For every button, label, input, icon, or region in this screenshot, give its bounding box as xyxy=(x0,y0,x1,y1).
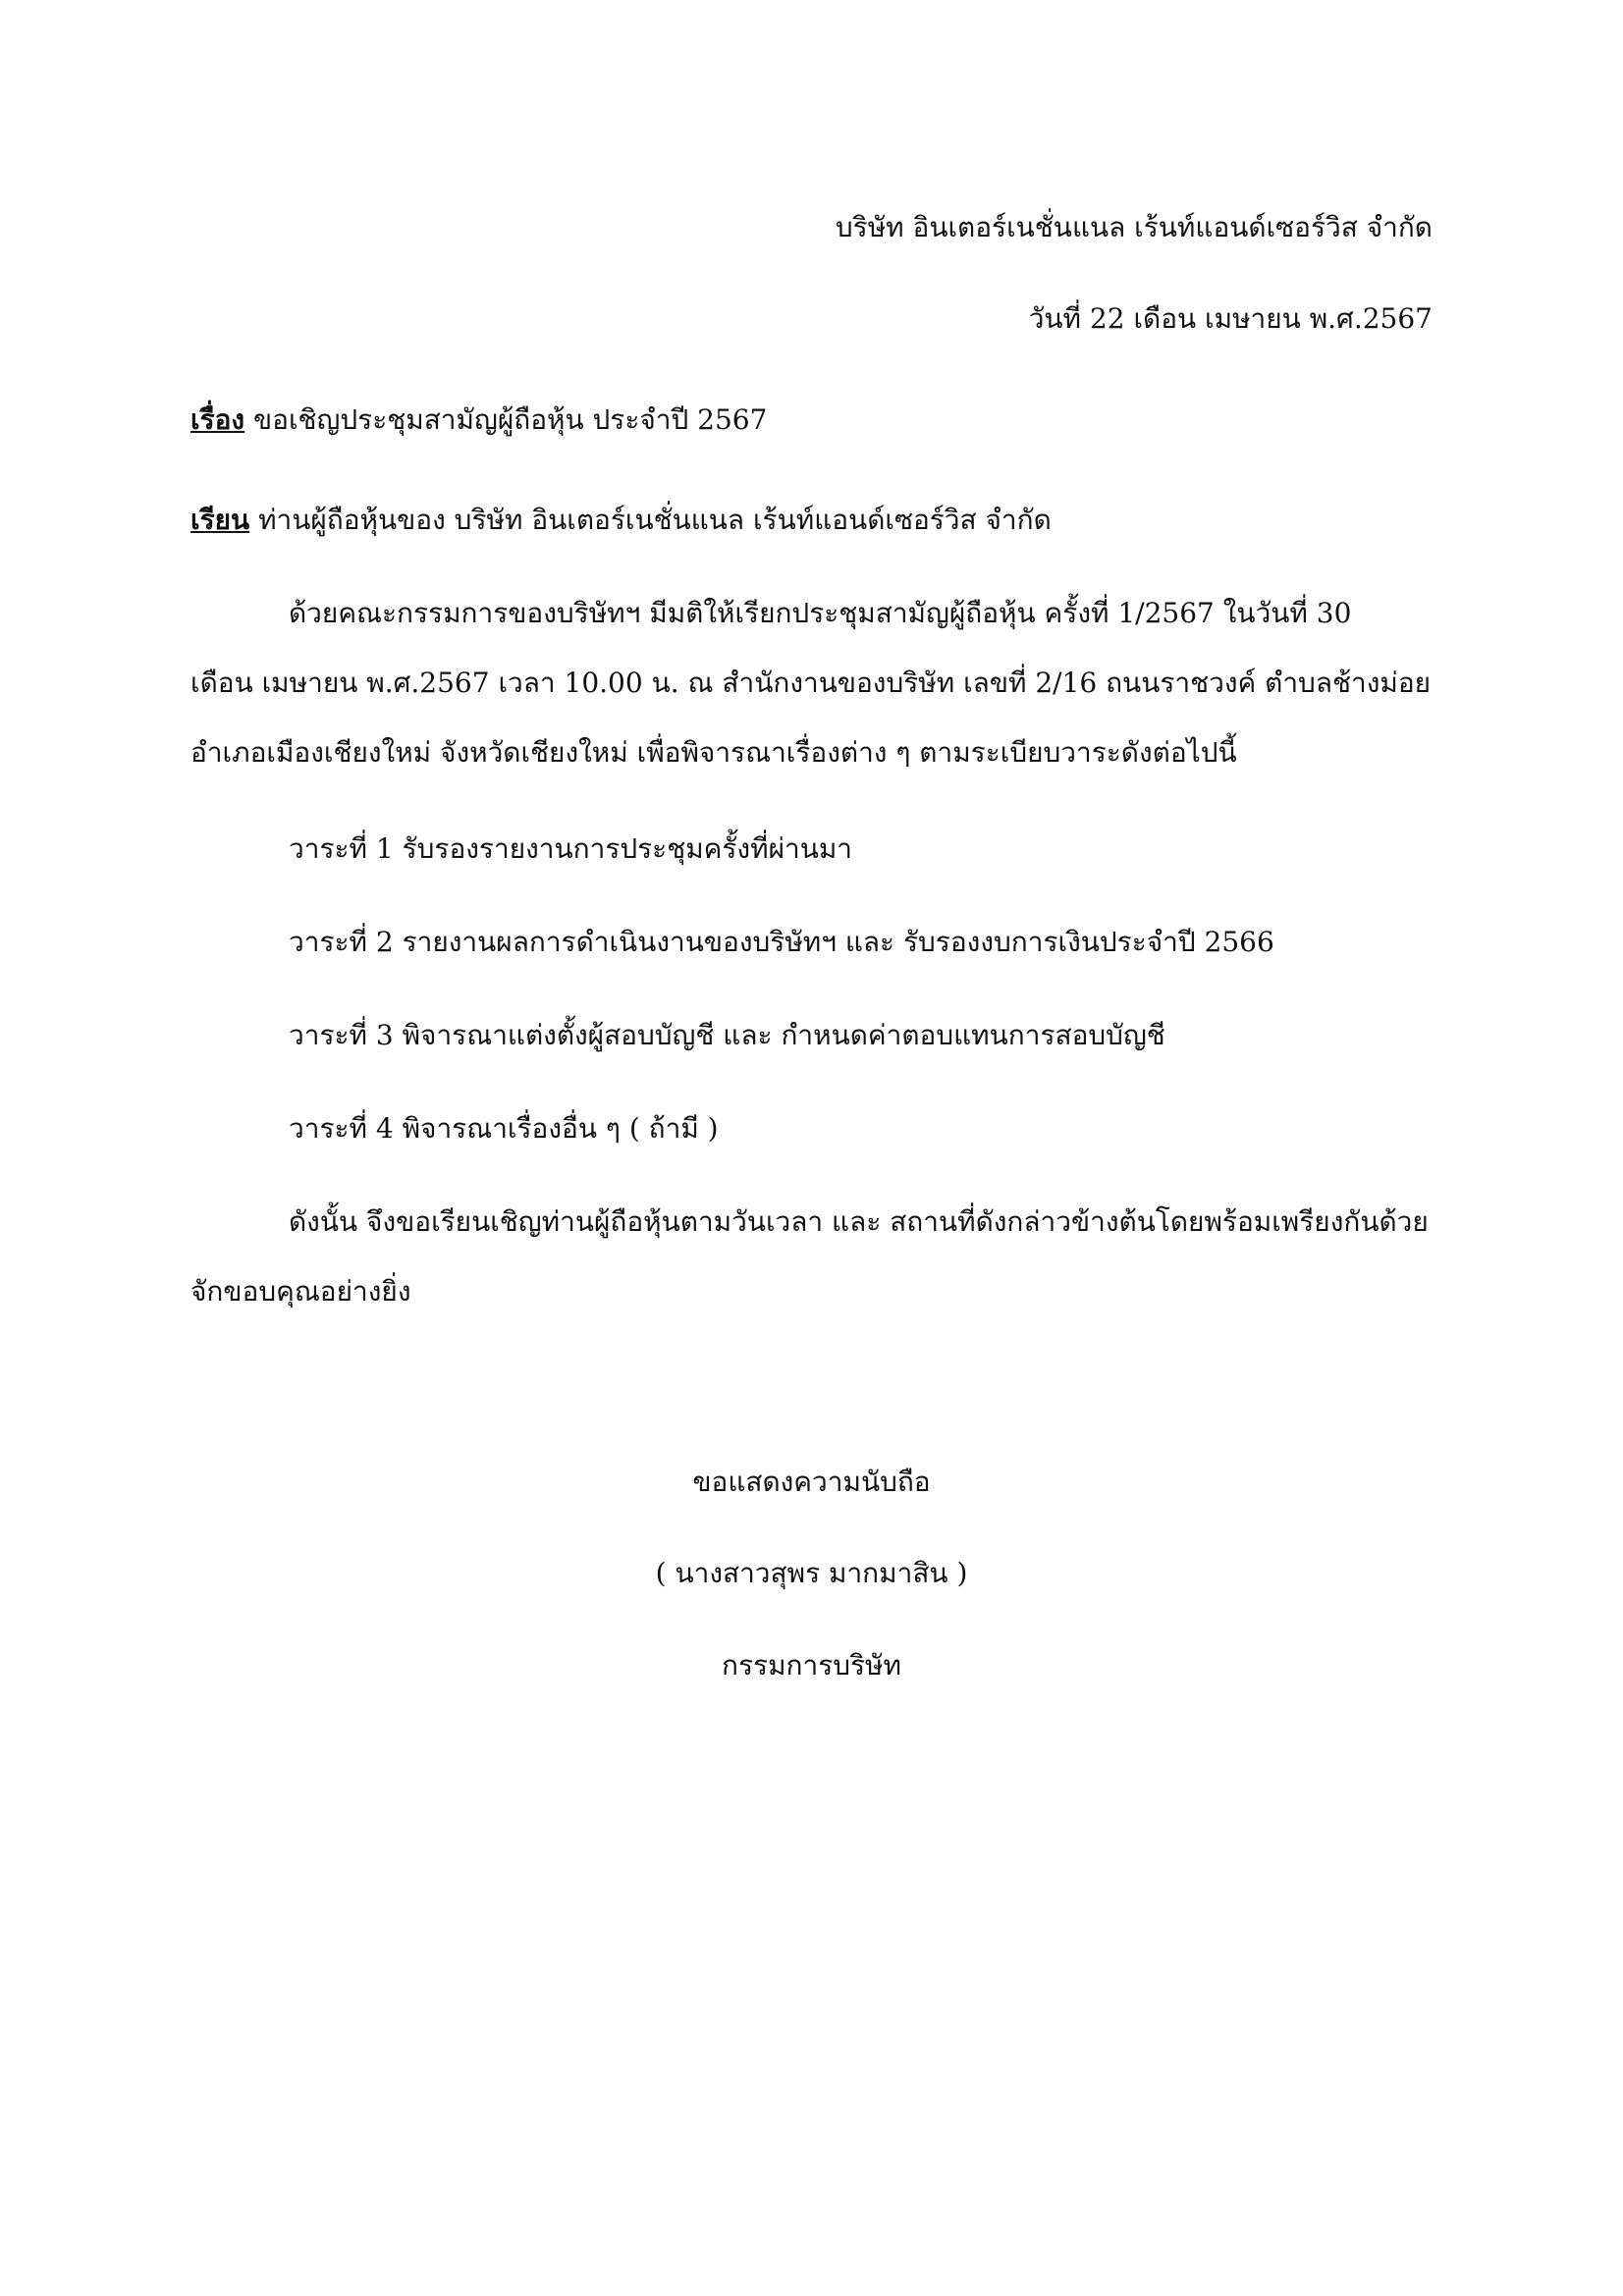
letter-date: วันที่ 22 เดือน เมษายน พ.ศ.2567 xyxy=(1028,302,1433,335)
recipient-label: เรียน xyxy=(190,504,250,536)
subject-text: ขอเชิญประชุมสามัญผู้ถือหุ้น ประจำปี 2567 xyxy=(253,403,768,436)
signature-title: กรรมการบริษัท xyxy=(722,1649,901,1682)
subject-line xyxy=(190,400,767,440)
paragraph-line-3: อำเภอเมืองเชียงใหม่ จังหวัดเชียงใหม่ เพื่อพิจารณาเรื่องต่าง ๆ ตามระเบียบวาระดังต่อไปนี้ xyxy=(190,736,1237,769)
paragraph-line-1: ด้วยคณะกรรมการของบริษัทฯ มีมติให้เรียกประชุมสามัญผู้ถือหุ้น ครั้งที่ 1/2567 ในวันที่ 30 xyxy=(289,597,1352,629)
subject-label: เรื่อง xyxy=(190,403,245,436)
agenda-item-1: วาระที่ 1 รับรองรายงานการประชุมครั้งที่ผ่านมา xyxy=(289,832,853,865)
closing-line-1: ดังนั้น จึงขอเรียนเชิญท่านผู้ถือหุ้นตามวันเวลา และ สถานที่ดังกล่าวข้างต้นโดยพร้อมเพรียงกันด้วย xyxy=(289,1205,1429,1238)
closing-line-2: จักขอบคุณอย่างยิ่ง xyxy=(190,1275,411,1308)
agenda-item-4: วาระที่ 4 พิจารณาเรื่องอื่น ๆ ( ถ้ามี ) xyxy=(289,1112,719,1145)
company-name: บริษัท อินเตอร์เนชั่นแนล เร้นท์แอนด์เซอร์วิส จำกัด xyxy=(835,211,1433,243)
signature-regards: ขอแสดงความนับถือ xyxy=(692,1466,931,1498)
signature-name: ( นางสาวสุพร มากมาสิน ) xyxy=(655,1557,968,1589)
paragraph-line-2: เดือน เมษายน พ.ศ.2567 เวลา 10.00 น. ณ สำนักงานของบริษัท เลขที่ 2/16 ถนนราชวงค์ ตำบลช้างม่อย xyxy=(190,667,1432,699)
agenda-item-2: วาระที่ 2 รายงานผลการดำเนินงานของบริษัทฯ และ รับรองงบการเงินประจำปี 2566 xyxy=(289,926,1274,958)
recipient-line xyxy=(190,501,1052,540)
agenda-item-3: วาระที่ 3 พิจารณาแต่งตั้งผู้สอบบัญชี และ กำหนดค่าตอบแทนการสอบบัญชี xyxy=(289,1019,1165,1051)
recipient-text: ท่านผู้ถือหุ้นของ บริษัท อินเตอร์เนชั่นแนล เร้นท์แอนด์เซอร์วิส จำกัด xyxy=(258,504,1052,536)
